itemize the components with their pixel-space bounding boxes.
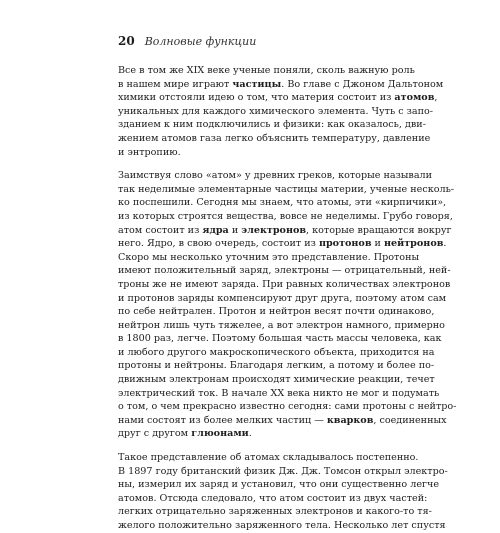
text-line xyxy=(118,91,438,105)
text-segment: , соединенных xyxy=(373,414,447,426)
running-header xyxy=(118,34,256,48)
text-line xyxy=(118,210,453,224)
text-segment: и энтропию. xyxy=(118,146,181,158)
text-line xyxy=(118,427,386,441)
text-segment: легких отрицательно заряженных электронов и какого-то тя- xyxy=(118,506,432,518)
text-line xyxy=(118,492,428,506)
paragraph-gap xyxy=(118,441,386,451)
text-segment: зданием к ним подключились и физики: как оказалось, дви- xyxy=(118,119,426,131)
paragraph-gap xyxy=(118,159,386,169)
text-segment: желого положительно заряженного тела. Несколько лет спустя xyxy=(118,520,446,531)
text-line xyxy=(118,346,435,360)
text-segment: электрический ток. В начале XX века никто не мог и подумать xyxy=(118,387,440,399)
text-segment: протоны и нейтроны. Благодаря легким, а потому и более по- xyxy=(118,360,435,372)
text-line xyxy=(118,387,440,401)
text-segment: в нашем мире играют xyxy=(118,78,233,90)
text-segment: атомов. Отсюда следовало, что атом состоит из двух частей: xyxy=(118,492,428,504)
text-segment: , xyxy=(434,92,438,104)
text-line xyxy=(118,519,446,533)
text-segment: движным электронам происходят химические реакции, течет xyxy=(118,374,435,386)
text-line xyxy=(118,169,433,183)
text-segment: Скоро мы несколько уточним это представление. Протоны xyxy=(118,251,420,263)
text-line xyxy=(118,478,440,492)
paragraph xyxy=(118,169,457,441)
text-segment: друг с другом xyxy=(118,428,192,440)
text-segment: Все в том же XIX веке ученые поняли, сколь важную роль xyxy=(118,65,415,76)
text-segment: имеют положительный заряд, электроны — отрицательный, ней- xyxy=(118,265,451,277)
text-line xyxy=(118,196,447,210)
text-segment: . xyxy=(443,238,447,250)
text-segment: , которые вращаются вокруг xyxy=(306,224,452,236)
text-segment: нейтрон лишь чуть тяжелее, а вот электрон намного, примерно xyxy=(118,319,445,331)
bold-term: глюонами xyxy=(191,428,249,440)
text-segment: нами состоят из более мелких частиц — xyxy=(118,414,327,426)
text-line xyxy=(118,414,447,428)
text-segment: ны, измерил их заряд и установил, что они существенно легче xyxy=(118,479,440,491)
text-line xyxy=(118,451,419,465)
text-line xyxy=(118,183,455,197)
text-segment: него. Ядро, в свою очередь, состоит из xyxy=(118,238,319,250)
paragraph xyxy=(118,451,448,533)
text-line xyxy=(118,264,451,278)
bold-term: ядра xyxy=(202,224,229,236)
text-segment: и xyxy=(371,238,384,250)
bold-term: кварков xyxy=(326,414,374,426)
text-segment: и любого другого макроскопического объекта, приходится на xyxy=(118,346,435,358)
text-segment: так неделимые элементарные частицы материи, ученые несколь- xyxy=(118,183,455,195)
text-line xyxy=(118,224,452,238)
text-line xyxy=(118,373,435,387)
text-line xyxy=(118,64,415,78)
bold-term: протонов xyxy=(318,238,372,250)
chapter-title: Волновые функции xyxy=(144,35,257,48)
text-line xyxy=(118,118,426,132)
text-line xyxy=(118,105,434,119)
bold-term: электронов xyxy=(241,224,307,236)
text-line xyxy=(118,251,420,265)
text-segment: из которых строятся вещества, вовсе не неделимы. Грубо говоря, xyxy=(118,210,453,222)
text-segment: атом состоит из xyxy=(118,224,203,236)
text-line xyxy=(118,305,435,319)
text-segment: ко поспешили. Сегодня мы знаем, что атомы, эти «кирпичики», xyxy=(118,197,447,209)
body-text xyxy=(118,64,457,533)
text-line xyxy=(118,132,431,146)
text-line xyxy=(118,78,444,92)
text-segment: . xyxy=(248,428,252,440)
text-segment: в 1800 раз, легче. Поэтому большая часть массы человека, как xyxy=(118,333,442,345)
text-segment: химики отстояли идею о том, что материя состоит из xyxy=(118,92,395,104)
text-line xyxy=(118,359,435,373)
page-number: 20 xyxy=(118,34,135,48)
text-line xyxy=(118,237,447,251)
text-line xyxy=(118,505,432,519)
text-segment: и протонов заряды компенсируют друг друга, поэтому атом сам xyxy=(118,292,447,304)
text-segment: . Во главе с Джоном Дальтоном xyxy=(281,78,444,90)
text-line xyxy=(118,400,457,414)
text-segment: Такое представление об атомах складывалось постепенно. xyxy=(118,452,419,464)
text-line xyxy=(118,146,386,160)
text-line xyxy=(118,292,447,306)
bold-term: атомов xyxy=(394,92,435,104)
text-segment: В 1897 году британский физик Дж. Дж. Томсон открыл электро- xyxy=(118,465,448,477)
text-segment: уникальных для каждого химического элемента. Чуть с запо- xyxy=(118,105,434,117)
bold-term: нейтронов xyxy=(384,238,444,250)
text-segment: Заимствуя слово «атом» у древних греков, которые называли xyxy=(118,170,433,182)
paragraph xyxy=(118,64,444,159)
text-segment: жением атомов газа легко объяснить температуру, давление xyxy=(118,132,431,144)
text-segment: о том, о чем прекрасно известно сегодня: сами протоны с нейтро- xyxy=(118,401,457,413)
text-line xyxy=(118,465,448,479)
text-segment: и xyxy=(228,224,242,236)
bold-term: частицы xyxy=(232,78,282,90)
text-segment: троны же не имеют заряда. При равных количествах электронов xyxy=(118,278,451,290)
text-line xyxy=(118,332,442,346)
text-line xyxy=(118,278,451,292)
text-line xyxy=(118,319,445,333)
text-segment: по себе нейтрален. Протон и нейтрон весят почти одинаково, xyxy=(118,306,435,318)
